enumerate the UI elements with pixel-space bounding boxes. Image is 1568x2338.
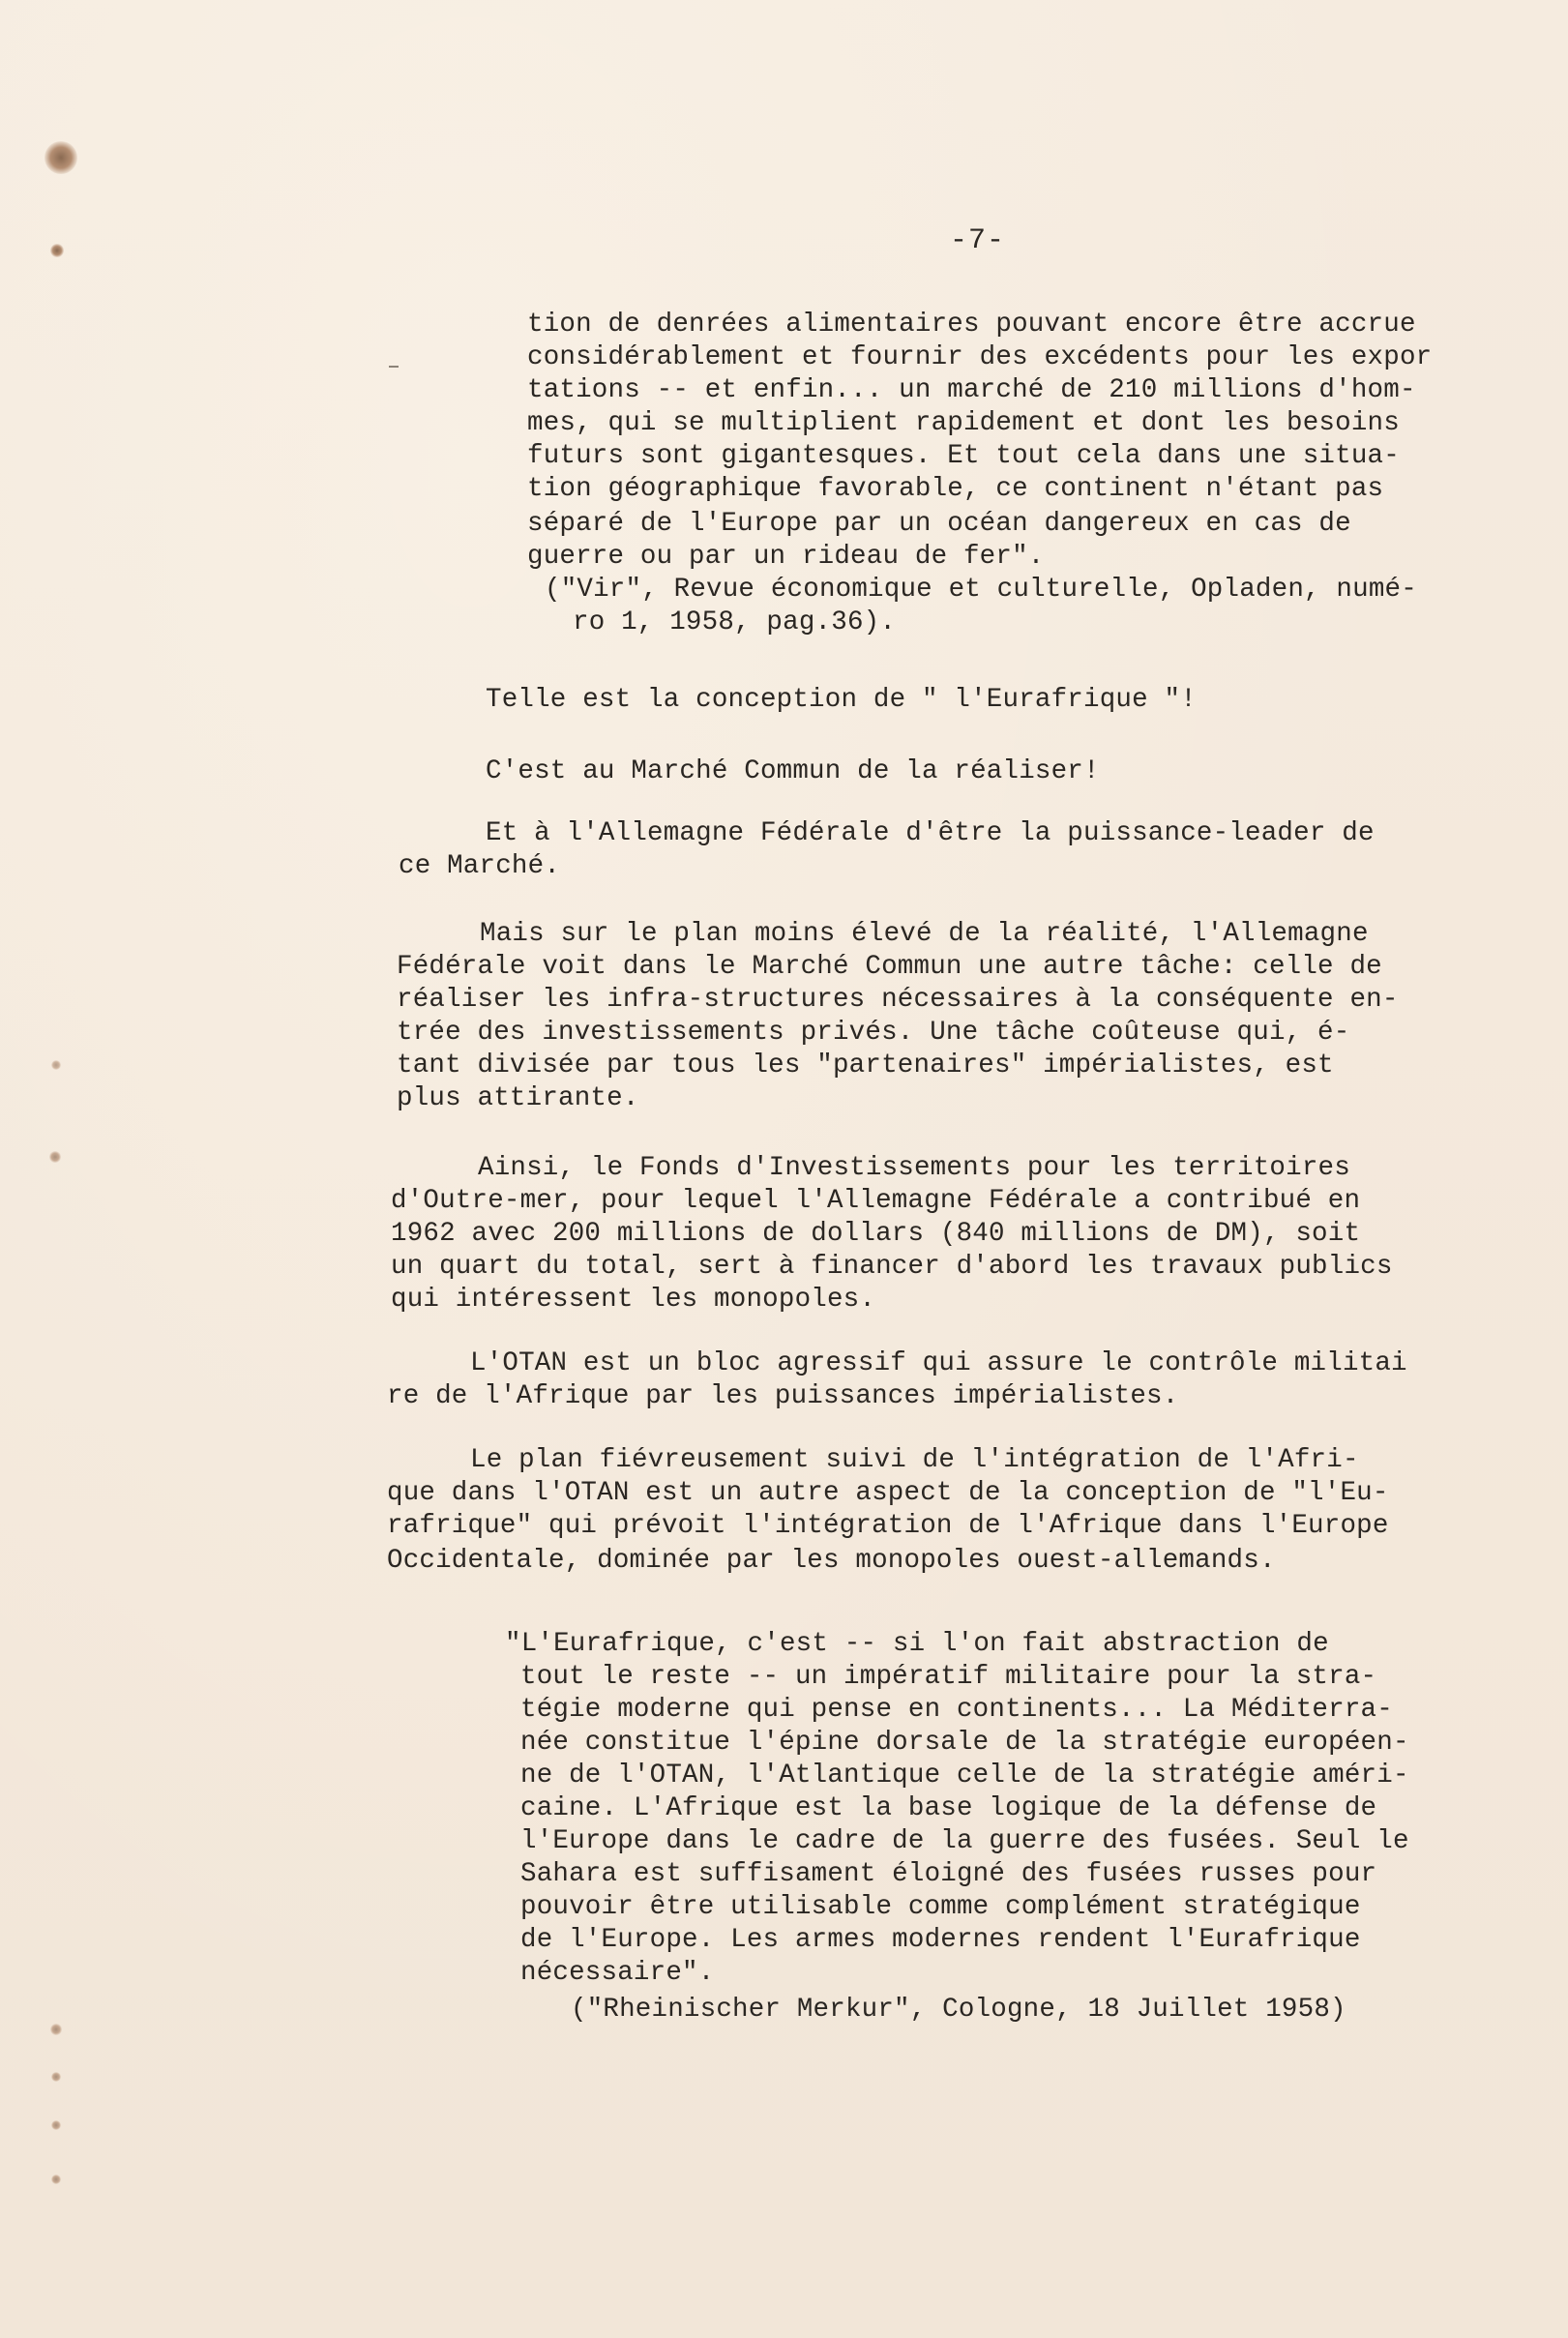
- paragraph-line: 1962 avec 200 millions de dollars (840 millions de DM), soit: [391, 1219, 1361, 1249]
- quote-line: tout le reste -- un impératif militaire pour la stra-: [520, 1662, 1377, 1692]
- quote-line: tion géographique favorable, ce continent n'étant pas: [527, 474, 1384, 504]
- paragraph-line: rafrique" qui prévoit l'intégration de l'Afrique dans l'Europe: [387, 1511, 1389, 1541]
- quote-line: de l'Europe. Les armes modernes rendent l'Eurafrique: [520, 1925, 1361, 1955]
- margin-mark: [389, 366, 399, 368]
- quote-line: tations -- et enfin... un marché de 210 millions d'hom-: [527, 375, 1416, 405]
- paragraph-line: Mais sur le plan moins élevé de la réalité, l'Allemagne: [480, 919, 1369, 949]
- binder-hole: [50, 2024, 62, 2035]
- quote-line: tégie moderne qui pense en continents... La Méditerra-: [520, 1695, 1393, 1725]
- binder-hole: [49, 1151, 61, 1163]
- binder-hole: [44, 141, 77, 174]
- paragraph-line: trée des investissements privés. Une tâche coûteuse qui, é-: [397, 1018, 1350, 1048]
- quote-line: ne de l'OTAN, l'Atlantique celle de la stratégie améri-: [520, 1761, 1409, 1790]
- quote-line: pouvoir être utilisable comme complément stratégique: [520, 1892, 1361, 1922]
- quote-line: futurs sont gigantesques. Et tout cela dans une situa-: [527, 441, 1400, 471]
- binder-hole: [51, 1060, 61, 1070]
- paragraph-line: re de l'Afrique par les puissances impérialistes.: [387, 1381, 1179, 1411]
- quote-source: ("Rheinischer Merkur", Cologne, 18 Juillet 1958): [571, 1995, 1346, 2025]
- quote-line: caine. L'Afrique est la base logique de la défense de: [520, 1793, 1377, 1823]
- quote-line: mes, qui se multiplient rapidement et dont les besoins: [527, 408, 1400, 438]
- paragraph-line: tant divisée par tous les "partenaires" impérialistes, est: [397, 1051, 1334, 1080]
- paragraph-line: Occidentale, dominée par les monopoles ouest-allemands.: [387, 1546, 1276, 1576]
- paragraph-line: Telle est la conception de " l'Eurafrique "!: [486, 685, 1197, 715]
- binder-hole: [50, 244, 64, 257]
- paragraph-line: réaliser les infra-structures nécessaires à la conséquente en-: [397, 985, 1399, 1015]
- paragraph-line: L'OTAN est un bloc agressif qui assure le contrôle militai: [470, 1348, 1407, 1378]
- quote-line: Sahara est suffisament éloigné des fusées russes pour: [520, 1859, 1377, 1889]
- quote-line: tion de denrées alimentaires pouvant encore être accrue: [527, 310, 1416, 340]
- paragraph-line: Ainsi, le Fonds d'Investissements pour les territoires: [478, 1153, 1350, 1183]
- binder-hole: [51, 2120, 61, 2130]
- quote-line: nécessaire".: [520, 1958, 715, 1988]
- binder-hole: [51, 2072, 61, 2082]
- quote-line: séparé de l'Europe par un océan dangereux en cas de: [527, 509, 1351, 539]
- quote-source: ro 1, 1958, pag.36).: [573, 607, 897, 637]
- paragraph-line: un quart du total, sert à financer d'abord les travaux publics: [391, 1252, 1393, 1282]
- quote-line: l'Europe dans le cadre de la guerre des fusées. Seul le: [520, 1826, 1409, 1856]
- paragraph-line: que dans l'OTAN est un autre aspect de la conception de "l'Eu-: [387, 1478, 1389, 1508]
- paragraph-line: C'est au Marché Commun de la réaliser!: [486, 756, 1100, 786]
- paragraph-line: d'Outre-mer, pour lequel l'Allemagne Fédérale a contribué en: [391, 1186, 1361, 1216]
- quote-line: considérablement et fournir des excédents pour les expor: [527, 342, 1433, 372]
- paragraph-line: plus attirante.: [397, 1083, 639, 1113]
- quote-line: guerre ou par un rideau de fer".: [527, 542, 1045, 572]
- page-number: -7-: [950, 224, 1006, 257]
- paragraph-line: Fédérale voit dans le Marché Commun une autre tâche: celle de: [397, 952, 1382, 982]
- quote-line: "L'Eurafrique, c'est -- si l'on fait abstraction de: [505, 1629, 1329, 1659]
- paragraph-line: ce Marché.: [399, 851, 561, 881]
- binder-hole: [51, 2175, 61, 2184]
- paragraph-line: qui intéressent les monopoles.: [391, 1285, 876, 1315]
- quote-source: ("Vir", Revue économique et culturelle, Opladen, numé-: [545, 575, 1417, 605]
- paragraph-line: Le plan fiévreusement suivi de l'intégration de l'Afri-: [470, 1445, 1359, 1475]
- paragraph-line: Et à l'Allemagne Fédérale d'être la puissance-leader de: [486, 818, 1375, 848]
- quote-line: née constitue l'épine dorsale de la stratégie européen-: [520, 1728, 1409, 1758]
